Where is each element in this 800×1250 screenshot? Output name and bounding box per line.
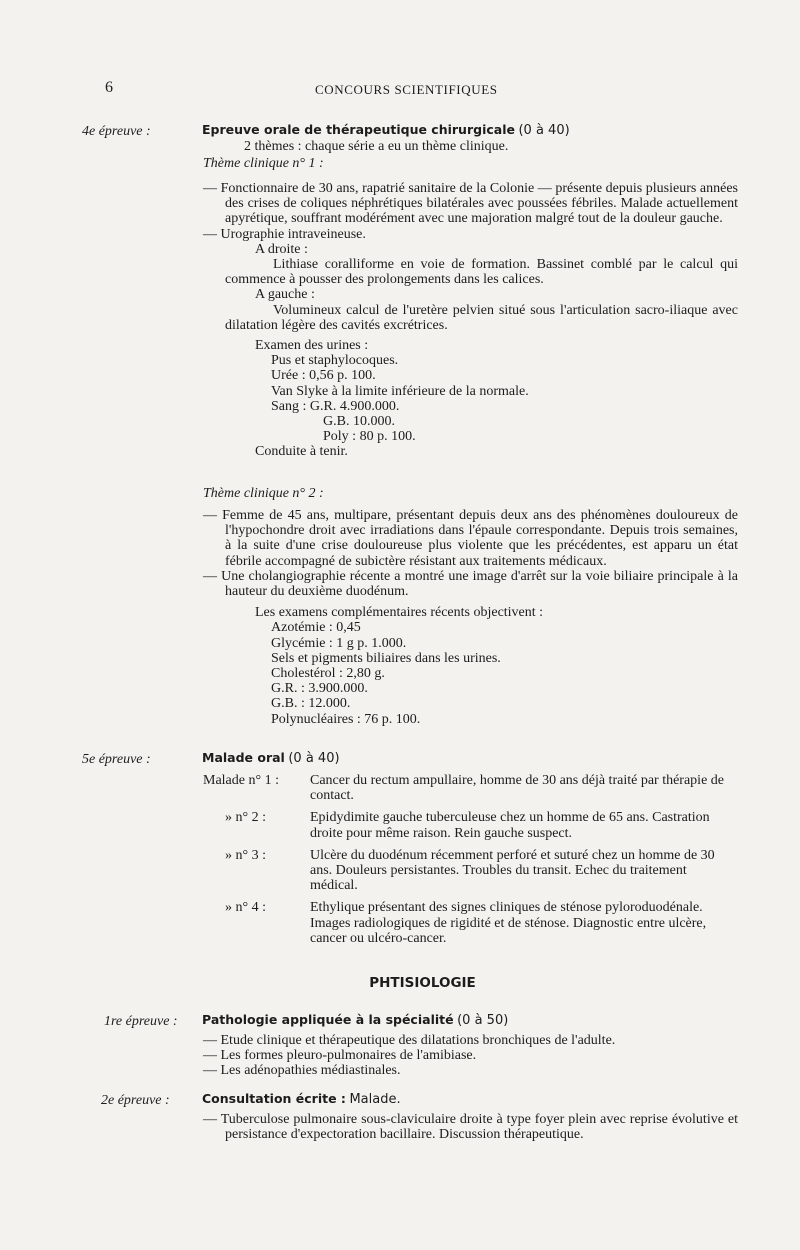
phtisio-epreuve-1-label: 1re épreuve : — [104, 1014, 178, 1029]
exam-result: Sels et pigments biliaires dans les urines. — [271, 650, 501, 666]
epreuve-5-heading-line — [202, 750, 340, 766]
phtisio-epreuve-2-heading: Consultation écrite : — [202, 1091, 346, 1106]
phtisio-epreuve-1-heading-line — [202, 1012, 508, 1028]
theme-2-title: Thème clinique n° 2 : — [203, 486, 324, 501]
exam-result: Cholestérol : 2,80 g. — [271, 666, 385, 682]
phtisio-epreuve-2-label: 2e épreuve : — [101, 1093, 170, 1108]
conduite: Conduite à tenir. — [255, 444, 348, 460]
exam-result: Polynucléaires : 76 p. 100. — [271, 711, 421, 727]
gauche-text: Volumineux calcul de l'uretère pelvien situé sous l'articulation sacro-iliaque avec dilatation légère des cavités excrétrices. — [225, 302, 738, 333]
malade-item — [203, 810, 738, 840]
phtisio-epreuve-1-heading: Pathologie appliquée à la spécialité — [202, 1012, 454, 1027]
epreuve-4-label: 4e épreuve : — [82, 124, 151, 139]
malade-text: Cancer du rectum ampullaire, homme de 30 ans déjà traité par thérapie de contact. — [310, 773, 724, 804]
droite-label: A droite : — [255, 241, 308, 257]
epreuve-4-heading: Epreuve orale de thérapeutique chirurgicale — [202, 122, 515, 137]
theme-1-para-2: — Urographie intraveineuse. — [203, 226, 366, 242]
malade-item — [203, 773, 738, 803]
section-title-phtisiologie: PHTISIOLOGIE — [369, 975, 476, 991]
theme-1-title: Thème clinique n° 1 : — [203, 156, 324, 171]
theme-1-para-1: — Fonctionnaire de 30 ans, rapatrié sanitaire de la Colonie — présente depuis plusieurs années des crises de coliques néphrétiques bilatérales avec poussées fébriles. Malade actuellement apyrétique, souffrant modérément avec une majoration malgré tout de la douleur gauche. — [203, 181, 738, 227]
malade-text: Epidydimite gauche tuberculeuse chez un homme de 65 ans. Castration droite pour même raison. Rein gauche suspect. — [310, 810, 710, 841]
exam-result: Glycémie : 1 g p. 1.000. — [271, 635, 407, 651]
list-item: — Les adénopathies médiastinales. — [203, 1063, 401, 1079]
epreuve-5-scale: (0 à 40) — [288, 751, 340, 766]
exam-item: Urée : 0,56 p. 100. — [271, 368, 376, 384]
phtisio-epreuve-2-sub: Malade. — [349, 1092, 401, 1107]
malade-text: Ethylique présentant des signes cliniques de sténose pyloroduodénale. Images radiologiques de rigidité et de sténose. Diagnostic entre ulcère, cancer ou ulcéro-cancer. — [310, 900, 707, 946]
list-item: — Les formes pleuro-pulmonaires de l'amibiase. — [203, 1048, 477, 1064]
malade-label: » n° 4 : — [225, 900, 266, 916]
phtisio-epreuve-1-scale: (0 à 50) — [457, 1013, 509, 1028]
malade-label: Malade n° 1 : — [203, 773, 279, 788]
malade-text: Ulcère du duodénum récemment perforé et suturé chez un homme de 30 ans. Douleurs persistantes. Troubles du transit. Echec du traitement médical. — [310, 847, 715, 894]
exam-item: Van Slyke à la limite inférieure de la normale. — [271, 383, 529, 399]
malade-item — [203, 848, 738, 894]
theme-2-para-1: — Femme de 45 ans, multipare, présentant depuis deux ans des phénomènes douloureux de l'hypochondre droit avec irradiations dans l'épaule correspondante. Depuis trois semaines, à la suite d'une crise douloureuse plus violente que les précédentes, est apparu un état fébrile accompagné de subictère résistant aux traitements médicaux. — [203, 508, 738, 569]
sang-line-1: Sang : G.R. 4.900.000. — [271, 398, 400, 414]
consultation-text: — Tuberculose pulmonaire sous-claviculaire droite à type foyer plein avec reprise évolutive et persistance d'expectoration bacillaire. Discussion thérapeutique. — [203, 1112, 738, 1143]
exam-item: Pus et staphylocoques. — [271, 353, 399, 369]
exam-title: Examen des urines : — [255, 338, 369, 354]
gauche-label: A gauche : — [255, 287, 315, 303]
epreuve-5-heading: Malade oral — [202, 750, 285, 765]
malade-label: » n° 3 : — [225, 847, 266, 863]
epreuve-4-scale: (0 à 40) — [518, 123, 570, 138]
malade-label: » n° 2 : — [225, 810, 266, 826]
running-title: CONCOURS SCIENTIFIQUES — [315, 82, 498, 97]
running-header — [0, 80, 800, 100]
epreuve-5-label: 5e épreuve : — [82, 752, 151, 767]
theme-2-body — [203, 508, 738, 727]
phtisio-epreuve-2-body — [203, 1112, 738, 1142]
sang-line-2: G.B. 10.000. — [323, 414, 395, 430]
phtisio-epreuve-2-heading-line — [202, 1091, 401, 1107]
exam-result: Azotémie : 0,45 — [271, 620, 361, 636]
exams-intro: Les examens complémentaires récents objectivent : — [255, 605, 544, 621]
theme-2-para-2: — Une cholangiographie récente a montré une image d'arrêt sur la voie biliaire principale à la hauteur du deuxième duodénum. — [203, 568, 738, 600]
malade-item — [203, 900, 738, 946]
phtisio-epreuve-1-list — [203, 1033, 743, 1079]
list-item: — Etude clinique et thérapeutique des dilatations bronchiques de l'adulte. — [203, 1033, 616, 1048]
exam-result: G.R. : 3.900.000. — [271, 681, 368, 697]
epreuve-4-heading-line — [202, 122, 738, 138]
droite-text: Lithiase coralliforme en voie de formation. Bassinet comblé par le calcul qui commence à pousser des prolongements dans les calices. — [225, 257, 738, 288]
theme-1-body — [203, 181, 738, 460]
page-number: 6 — [105, 79, 113, 96]
exam-result: G.B. : 12.000. — [271, 696, 351, 712]
malade-list — [203, 773, 738, 946]
epreuve-4-line2: 2 thèmes : chaque série a eu un thème clinique. — [244, 139, 509, 154]
sang-line-3: Poly : 80 p. 100. — [323, 429, 416, 445]
